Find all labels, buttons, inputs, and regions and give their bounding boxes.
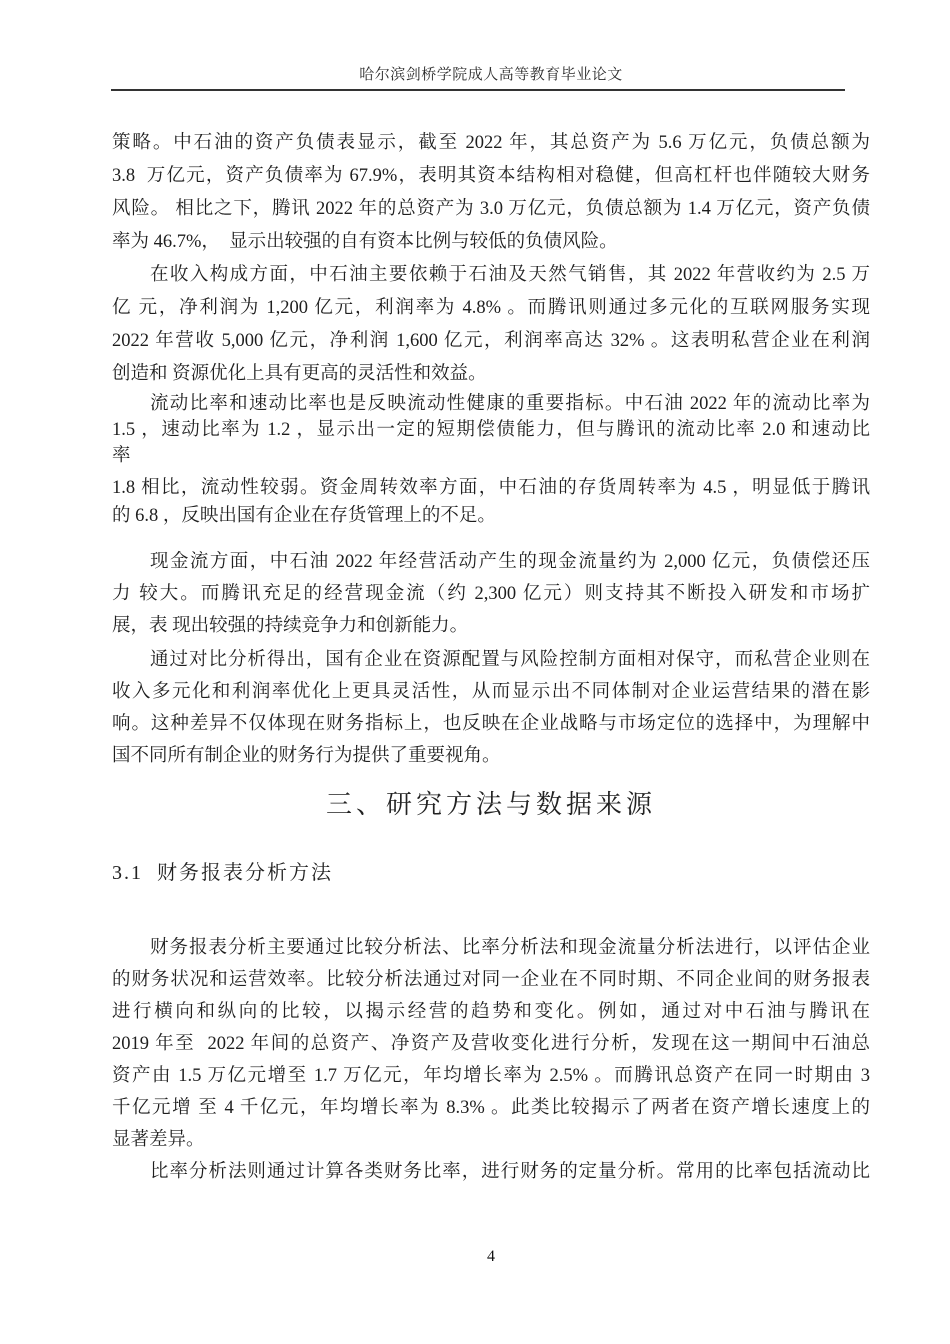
text-line: 比率分析法则通过计算各类财务比率，进行财务的定量分析。常用的比率包括流动比 [150, 1162, 870, 1182]
text-line: 收入多元化和利润率优化上更具灵活性，从而显示出不同体制对企业运营结果的潜在影 [112, 682, 870, 702]
text-line: 亿 元，净利润为 1,200 亿元，利润率为 4.8% 。而腾讯则通过多元化的互联网服务实现 [112, 298, 870, 318]
text-line: 策略。中石油的资产负债表显示，截至 2022 年，其总资产为 5.6 万亿元，负债总额为 [112, 133, 870, 153]
document-body [112, 127, 870, 1188]
paragraph [112, 932, 870, 1156]
paragraph [112, 1156, 870, 1188]
text-line: 2019 年至 2022 年间的总资产、净资产及营收变化进行分析，发现在这一期间中石油总 [112, 1034, 870, 1054]
text-line: 显著差异。 [112, 1130, 205, 1150]
text-line: 3.8 万亿元，资产负债率为 67.9%，表明其资本结构相对稳健，但高杠杆也伴随较大财务 [112, 166, 870, 186]
text-line: 财务报表分析主要通过比较分析法、比率分析法和现金流量分析法进行，以评估企业 [150, 938, 870, 958]
paragraph [112, 546, 870, 642]
paragraph [112, 259, 870, 391]
text-line: 创造和 资源优化上具有更高的灵活性和效益。 [112, 364, 487, 384]
body-section-methods [112, 932, 870, 1188]
text-line: 2022 年营收 5,000 亿元，净利润 1,600 亿元，利润率高达 32% 。这表明私营企业在利润 [112, 331, 870, 351]
paragraph [112, 391, 870, 469]
text-line: 力 较大。而腾讯充足的经营现金流（约 2,300 亿元）则支持其不断投入研发和市场扩 [112, 584, 870, 604]
text-line: 千亿元增 至 4 千亿元，年均增长率为 8.3% 。此类比较揭示了两者在资产增长速度上的 [112, 1098, 870, 1118]
header-rule [111, 89, 845, 91]
section-subheading: 3.1 财务报表分析方法 [112, 862, 333, 884]
text-line: 展，表 现出较强的持续竞争力和创新能力。 [112, 616, 469, 636]
text-line: 通过对比分析得出，国有企业在资源配置与风险控制方面相对保守，而私营企业则在 [150, 650, 870, 670]
text-line: 的 6.8 ，反映出国有企业在存货管理上的不足。 [112, 506, 496, 526]
text-line: 风险。 相比之下，腾讯 2022 年的总资产为 3.0 万亿元，负债总额为 1.4 万亿元，资产负债 [112, 199, 870, 219]
text-line: 进行横向和纵向的比较，以揭示经营的趋势和变化。例如，通过对中石油与腾讯在 [112, 1002, 870, 1022]
text-line: 流动比率和速动比率也是反映流动性健康的重要指标。中石油 2022 年的流动比率为 [150, 394, 870, 414]
text-line: 1.5 ，速动比率为 1.2 ，显示出一定的短期偿债能力，但与腾讯的流动比率 2.0 和速动比 [112, 420, 870, 440]
text-line: 的财务状况和运营效率。比较分析法通过对同一企业在不同时期、不同企业间的财务报表 [112, 970, 870, 990]
page-number: 4 [487, 1248, 495, 1265]
page-header-title: 哈尔滨剑桥学院成人高等教育毕业论文 [359, 67, 623, 83]
text-line: 率为 46.7%， 显示出较强的自有资本比例与较低的负债风险。 [112, 232, 618, 252]
paragraph [112, 474, 870, 530]
text-line: 在收入构成方面，中石油主要依赖于石油及天然气销售，其 2022 年营收约为 2.5 万 [150, 265, 870, 285]
text-line: 率 [112, 446, 131, 466]
text-line: 1.8 相比，流动性较弱。资金周转效率方面，中石油的存货周转率为 4.5 ，明显低于腾讯 [112, 478, 870, 498]
paragraph [112, 644, 870, 772]
text-line: 响。这种差异不仅体现在财务指标上，也反映在企业战略与市场定位的选择中，为理解中 [112, 714, 870, 734]
chapter-heading: 三、研究方法与数据来源 [325, 790, 656, 819]
text-line: 现金流方面，中石油 2022 年经营活动产生的现金流量约为 2,000 亿元，负债偿还压 [150, 552, 870, 572]
body-section-comparison [112, 127, 870, 772]
paragraph [112, 127, 870, 259]
text-line: 资产由 1.5 万亿元增至 1.7 万亿元，年均增长率为 2.5% 。而腾讯总资产在同一时期由 3 [112, 1066, 870, 1086]
text-line: 国不同所有制企业的财务行为提供了重要视角。 [112, 746, 501, 766]
